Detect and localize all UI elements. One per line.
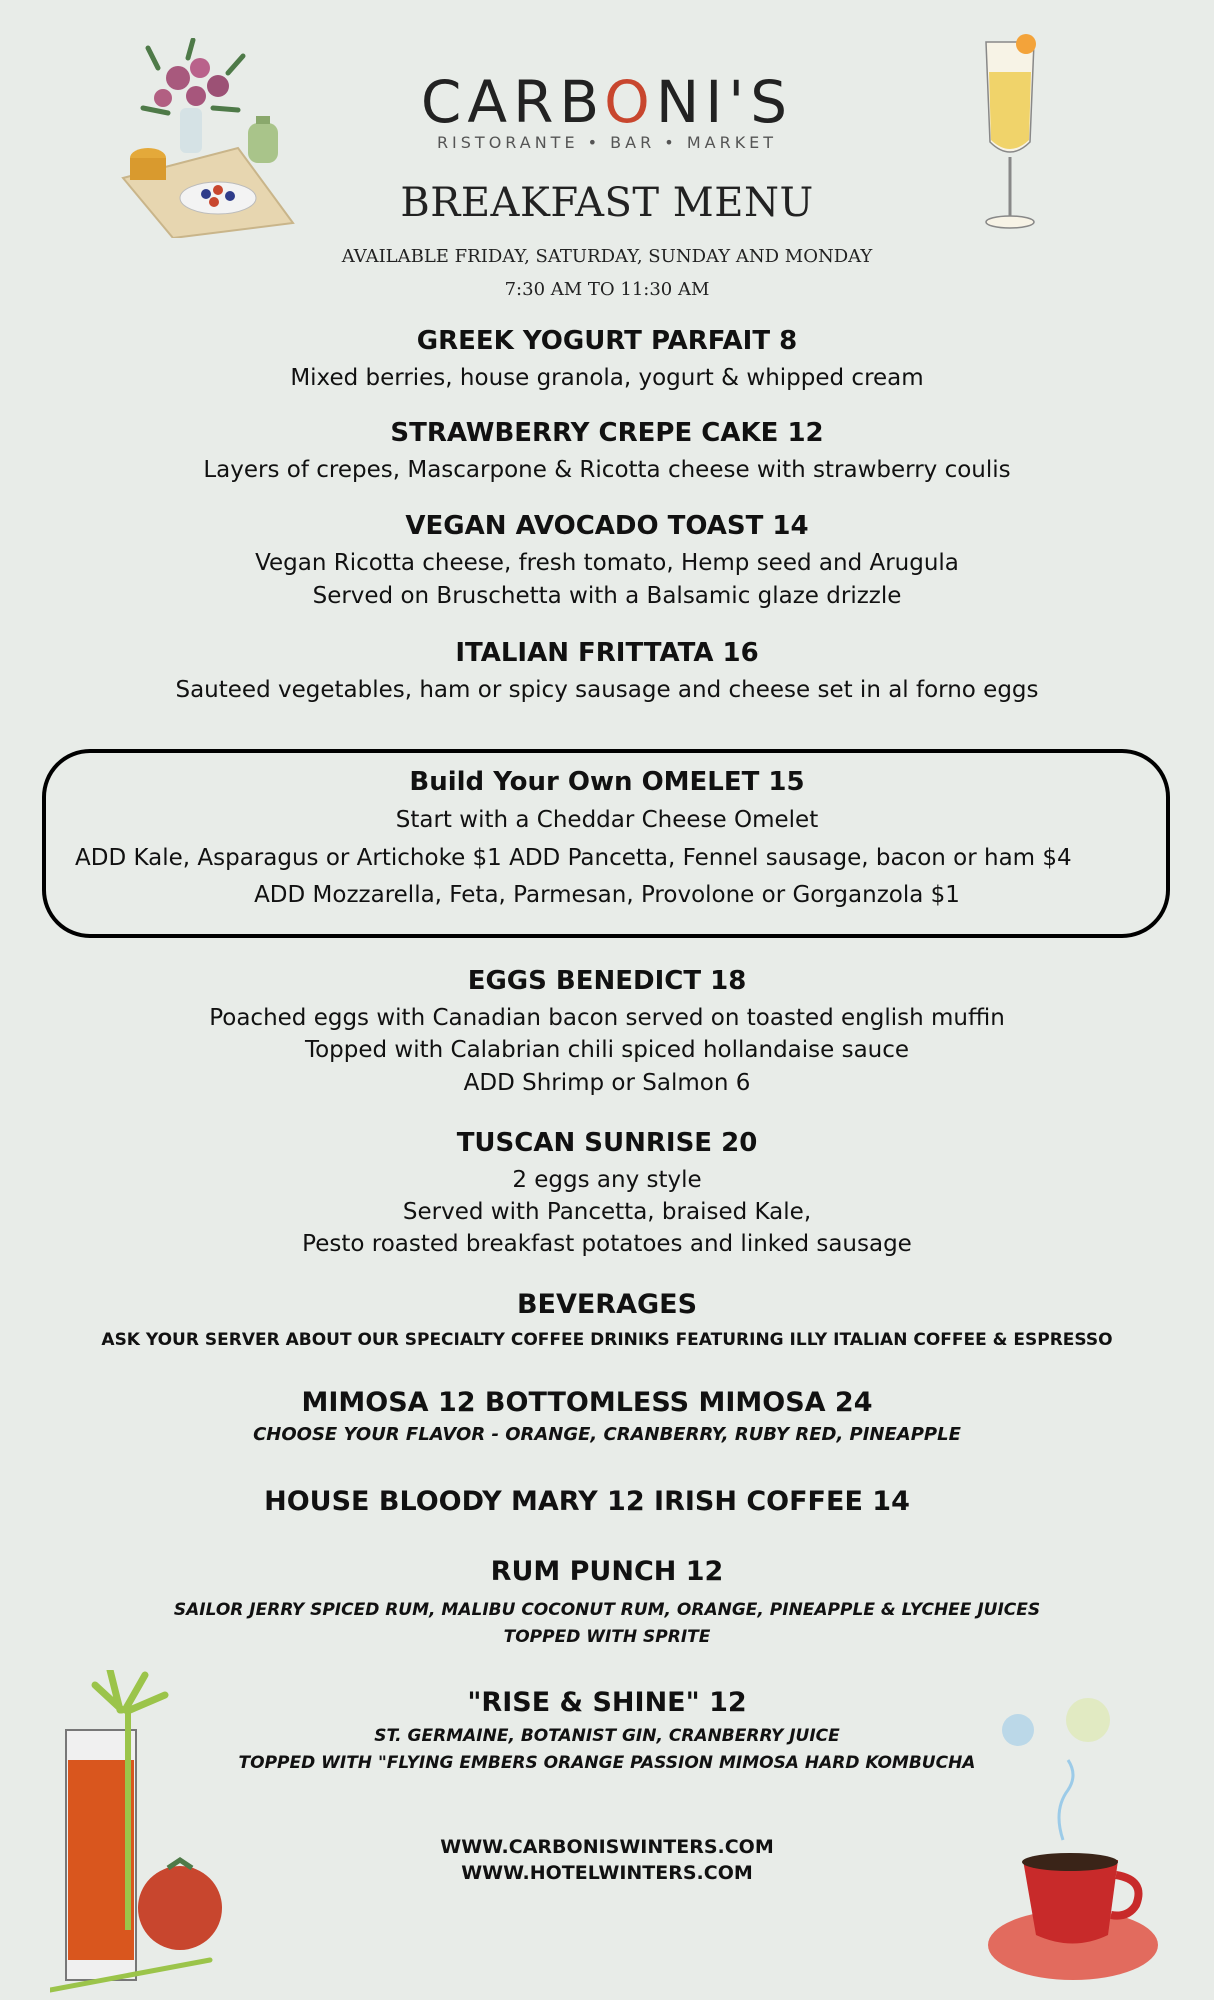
- dish-desc: ADD Shrimp or Salmon 6: [463, 1070, 751, 1096]
- dish-desc: 2 eggs any style: [512, 1167, 702, 1193]
- dish-name: VEGAN AVOCADO TOAST 14: [405, 511, 809, 541]
- dish-name: ITALIAN FRITTATA 16: [455, 638, 759, 668]
- rum-punch-item: RUM PUNCH 12: [490, 1556, 724, 1587]
- dish-name: GREEK YOGURT PARFAIT 8: [416, 326, 798, 356]
- dish-desc: Served with Pancetta, braised Kale,: [402, 1199, 812, 1225]
- bloody-mary-item: HOUSE BLOODY MARY 12 IRISH COFFEE 14: [264, 1486, 910, 1517]
- omelet-addons-2: ADD Mozzarella, Feta, Parmesan, Provolone or Gorganzola $1: [254, 882, 960, 908]
- rise-shine-desc: TOPPED WITH "FLYING EMBERS ORANGE PASSION MIMOSA HARD KOMBUCHA: [238, 1753, 976, 1773]
- mimosa-item: MIMOSA 12 BOTTOMLESS MIMOSA 24: [301, 1387, 873, 1418]
- rum-punch-desc: TOPPED WITH SPRITE: [503, 1627, 711, 1647]
- rise-shine-desc: ST. GERMAINE, BOTANIST GIN, CRANBERRY JUICE: [374, 1726, 840, 1746]
- rum-punch-desc: SAILOR JERRY SPICED RUM, MALIBU COCONUT RUM, ORANGE, PINEAPPLE & LYCHEE JUICES: [173, 1600, 1041, 1620]
- dish-desc: Sauteed vegetables, ham or spicy sausage and cheese set in al forno eggs: [175, 677, 1039, 703]
- brand-tagline: RISTORANTE • BAR • MARKET: [436, 133, 778, 152]
- omelet-addons-1: ADD Kale, Asparagus or Artichoke $1 ADD Pancetta, Fennel sausage, bacon or ham $4: [75, 845, 1072, 871]
- dish-desc: Layers of crepes, Mascarpone & Ricotta cheese with strawberry coulis: [203, 457, 1011, 483]
- menu-title: BREAKFAST MENU: [400, 180, 814, 226]
- dish-name: EGGS BENEDICT 18: [467, 966, 747, 996]
- bloody-mary-illustration: [50, 1670, 240, 2000]
- dish-desc: Topped with Calabrian chili spiced hollandaise sauce: [304, 1037, 910, 1063]
- dish-name: STRAWBERRY CREPE CAKE 12: [390, 418, 824, 448]
- website-link-carbonis[interactable]: WWW.CARBONISWINTERS.COM: [440, 1836, 774, 1858]
- omelet-base: Start with a Cheddar Cheese Omelet: [395, 807, 819, 833]
- omelet-title: Build Your Own OMELET 15: [409, 767, 805, 797]
- rise-shine-item: "RISE & SHINE" 12: [467, 1687, 747, 1718]
- dish-name: TUSCAN SUNRISE 20: [456, 1128, 758, 1158]
- dish-desc: Pesto roasted breakfast potatoes and linked sausage: [302, 1231, 912, 1257]
- mimosa-flavors: CHOOSE YOUR FLAVOR - ORANGE, CRANBERRY, RUBY RED, PINEAPPLE: [253, 1424, 961, 1445]
- availability-hours: 7:30 AM TO 11:30 AM: [504, 279, 710, 300]
- beverages-title: BEVERAGES: [516, 1289, 698, 1320]
- dish-desc: Vegan Ricotta cheese, fresh tomato, Hemp seed and Arugula: [255, 550, 959, 576]
- dish-desc: Mixed berries, house granola, yogurt & whipped cream: [290, 365, 924, 391]
- dish-desc: Poached eggs with Canadian bacon served on toasted english muffin: [209, 1005, 1005, 1031]
- dish-desc: Served on Bruschetta with a Balsamic glaze drizzle: [312, 583, 902, 609]
- beverages-note: ASK YOUR SERVER ABOUT OUR SPECIALTY COFFEE DRINIKS FEATURING ILLY ITALIAN COFFEE & ESPRESSO: [101, 1330, 1113, 1350]
- availability-days: AVAILABLE FRIDAY, SATURDAY, SUNDAY AND MONDAY: [341, 246, 873, 267]
- brand-logo: CARBONI'S: [420, 68, 794, 136]
- website-link-hotel[interactable]: WWW.HOTELWINTERS.COM: [461, 1862, 753, 1884]
